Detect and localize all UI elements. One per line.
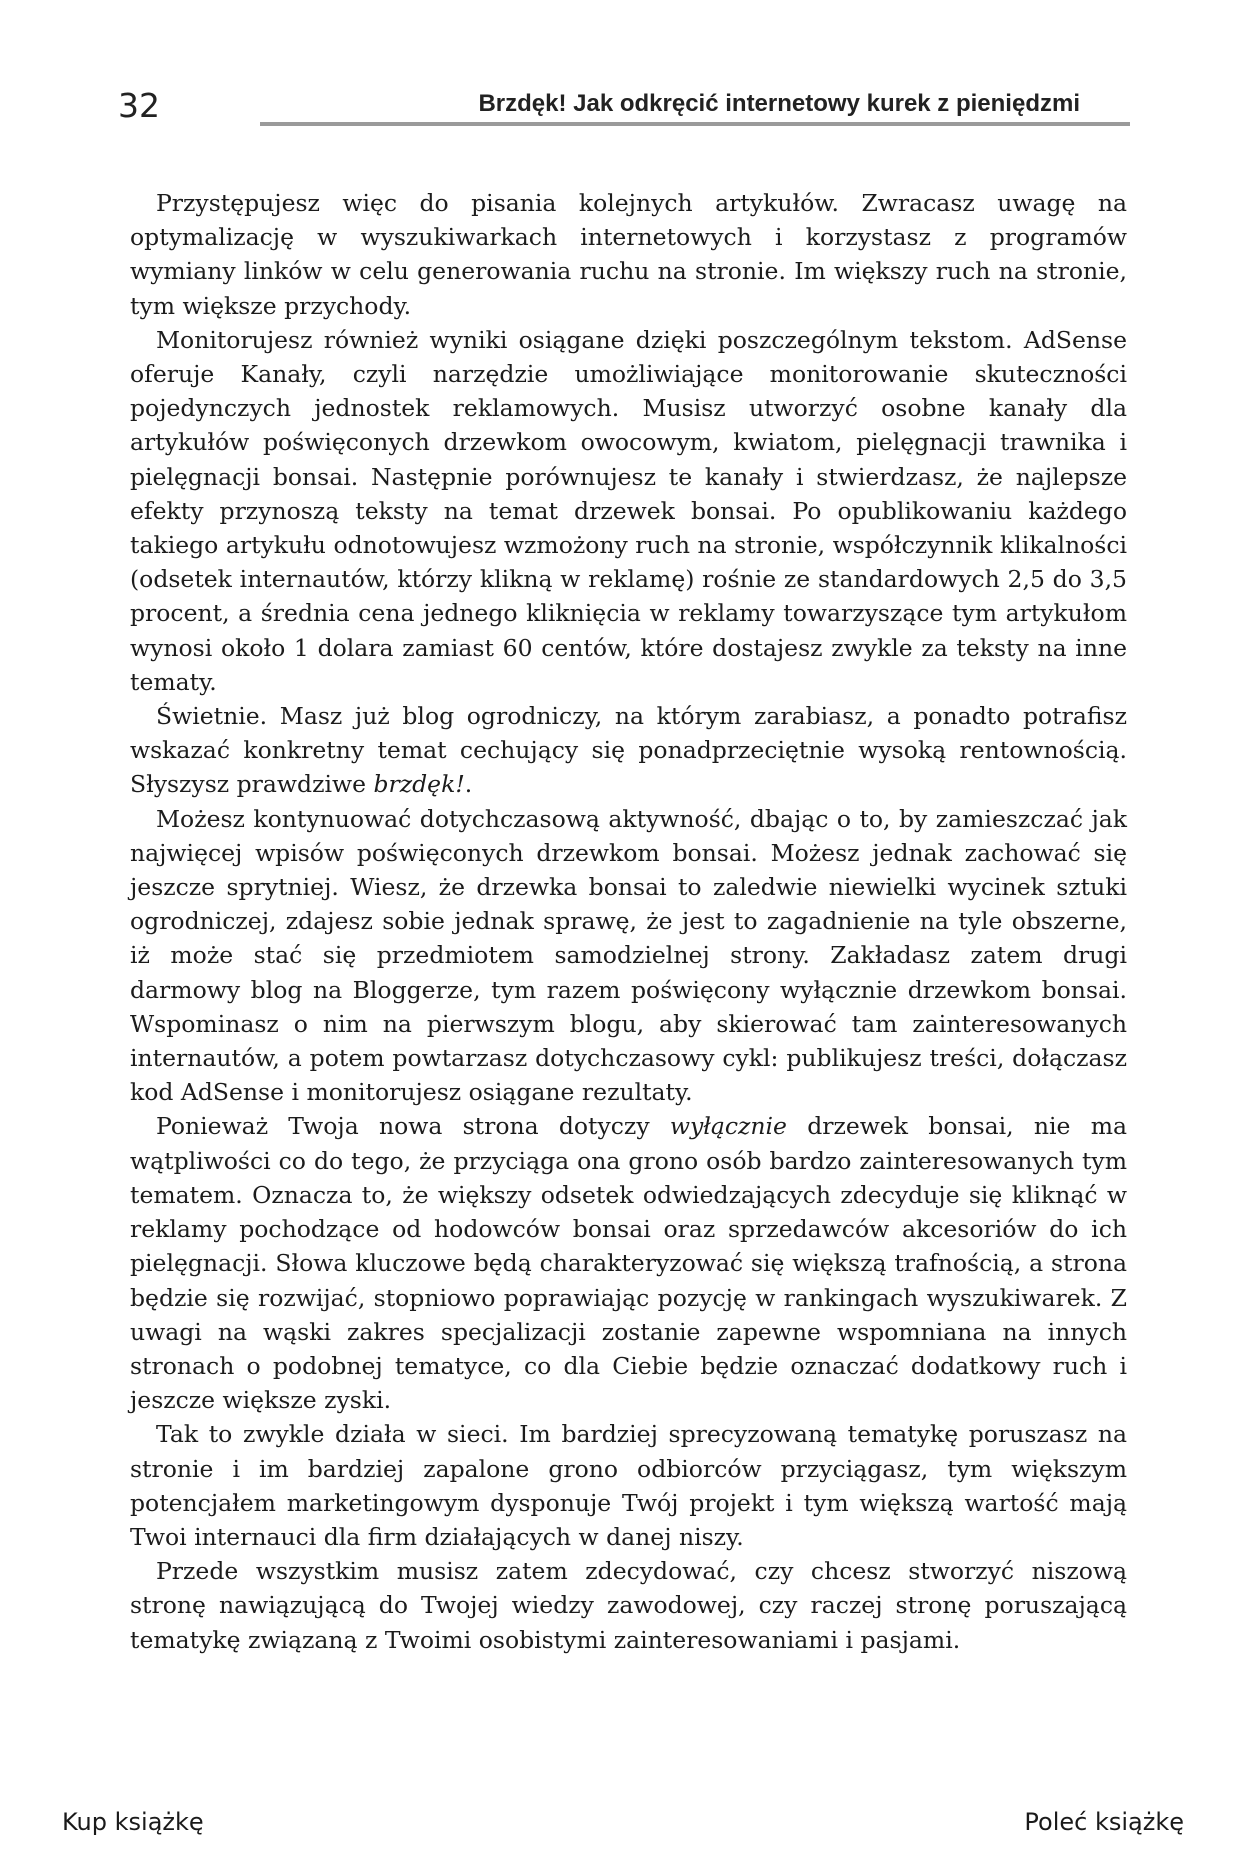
paragraph-5-text: Ponieważ Twoja nowa strona dotyczy — [156, 1112, 670, 1141]
paragraph-7: Przede wszystkim musisz zatem zdecydować, czy chcesz stworzyć niszową stronę nawiązującą do Twojej wiedzy zawodowej, czy raczej stronę poruszającą tematykę związaną z Twoimi osobistymi zainteresowaniami i pasjami. — [130, 1557, 1127, 1654]
paragraph-3 — [130, 699, 1127, 802]
running-header — [118, 84, 1130, 130]
paragraph-1: Przystępujesz więc do pisania kolejnych artykułów. Zwracasz uwagę na optymalizację w wyszukiwarkach internetowych i korzystasz z programów wymiany linków w celu generowania ruchu na stronie. Im większy ruch na stronie, tym większe przychody. — [130, 189, 1127, 320]
paragraph-6: Tak to zwykle działa w sieci. Im bardziej sprecyzowaną tematykę poruszasz na stronie i im bardziej zapalone grono odbiorców przyciągasz, tym większym potencjałem marketingowym dysponuje Twój projekt i tym większą wartość mają Twoi internauci dla firm działających w danej niszy. — [130, 1420, 1127, 1551]
paragraph-3-text: Świetnie. Masz już blog ogrodniczy, na którym zarabiasz, a ponadto potrafisz wskazać konkretny temat cechujący się ponadprzeciętnie wysoką rentownością. Słyszysz prawdziwe — [130, 702, 1127, 799]
paragraph-4: Możesz kontynuować dotychczasową aktywność, dbając o to, by zamieszczać jak najwięcej wpisów poświęconych drzewkom bonsai. Możesz jednak zachować się jeszcze sprytniej. Wiesz, że drzewka bonsai to zaledwie niewielki wycinek sztuki ogrodniczej, zdajesz sobie jednak sprawę, że jest to zagadnienie na tyle obszerne, iż może stać się przedmiotem samodzielnej strony. Zakładasz zatem drugi darmowy blog na Bloggerze, tym razem poświęcony wyłącznie drzewkom bonsai. Wspominasz o nim na pierwszym blogu, aby skierować tam zainteresowanych internautów, a potem powtarzasz dotychczasowy cykl: publikujesz treści, dołączasz kod AdSense i monitorujesz osiągane rezultaty. — [130, 804, 1127, 1107]
buy-book-link[interactable]: Kup książkę — [62, 1808, 204, 1836]
body-text — [130, 186, 1127, 1657]
header-rule — [260, 122, 1130, 126]
running-title: Brzdęk! Jak odkręcić internetowy kurek z pieniędzmi — [478, 90, 1080, 117]
paragraph-2: Monitorujesz również wyniki osiągane dzięki poszczególnym tekstom. AdSense oferuje Kanały, czyli narzędzie umożliwiające monitorowanie skuteczności pojedynczych jednostek reklamowych. Musisz utworzyć osobne kanały dla artykułów poświęconych drzewkom owocowym, kwiatom, pielęgnacji trawnika i pielęgnacji bonsai. Następnie porównujesz te kanały i stwierdzasz, że najlepsze efekty przynoszą teksty na temat drzewek bonsai. Po opublikowaniu każdego takiego artykułu odnotowujesz wzmożony ruch na stronie, współczynnik klikalności (odsetek internautów, którzy klikną w reklamę) rośnie ze standardowych 2,5 do 3,5 procent, a średnia cena jednego kliknięcia w reklamy towarzyszące tym artykułom wynosi około 1 dolara zamiast 60 centów, które dostajesz zwykle za teksty na inne tematy. — [130, 325, 1127, 696]
recommend-book-link[interactable]: Poleć książkę — [1024, 1808, 1184, 1836]
paragraph-3-end: . — [464, 770, 473, 799]
page-number: 32 — [118, 86, 160, 125]
paragraph-5-end: drzewek bonsai, nie ma wątpliwości co do tego, że przyciąga ona grono osób bardzo zainteresowanych tym tematem. Oznacza to, że większy odsetek odwiedzających zdecyduje się kliknąć w reklamy pochodzące od hodowców bonsai oraz sprzedawców akcesoriów do ich pielęgnacji. Słowa kluczowe będą charakteryzować się większą trafnością, a strona będzie się rozwijać, stopniowo poprawiając pozycję w rankingach wyszukiwarek. Z uwagi na wąski zakres specjalizacji zostanie zapewne wspomniana na innych stronach o podobnej tematyce, co dla Ciebie będzie oznaczać dodatkowy ruch i jeszcze większe zyski. — [130, 1112, 1127, 1415]
paragraph-3-emphasis: brzdęk! — [373, 770, 465, 799]
paragraph-5 — [130, 1109, 1127, 1417]
paragraph-5-emphasis: wyłącznie — [669, 1112, 787, 1141]
